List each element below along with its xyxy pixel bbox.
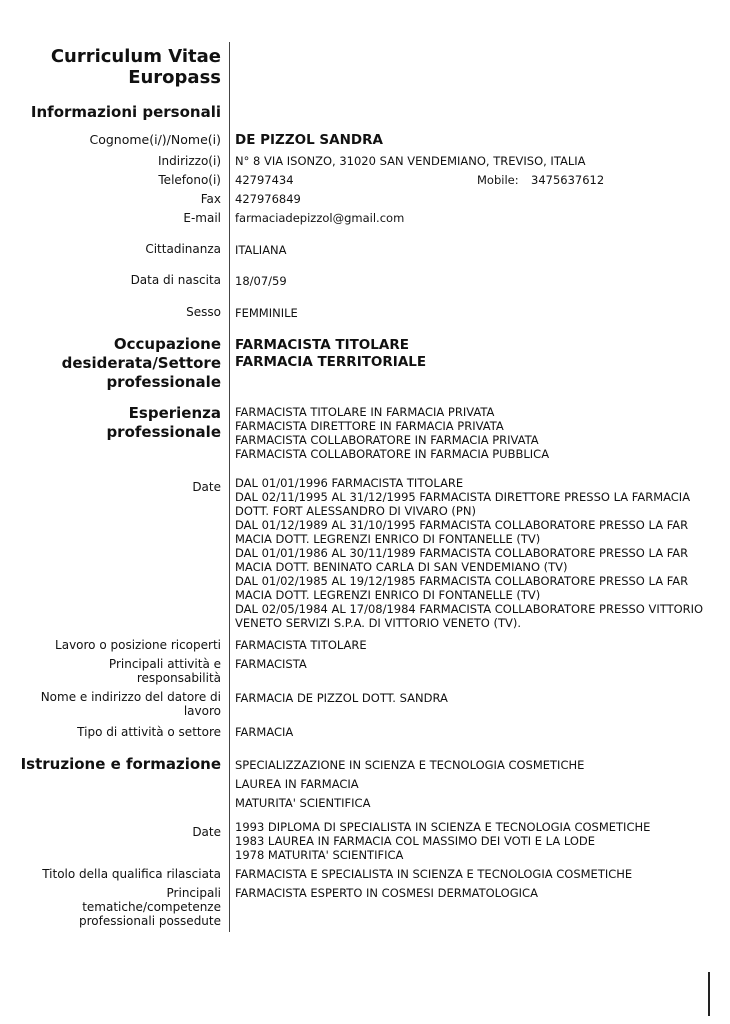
education-date-label: Date (192, 825, 221, 839)
education-date-line: 1978 MATURITA' SCIENTIFICA (235, 848, 404, 862)
experience-date-line: DOTT. FORT ALESSANDRO DI VIVARO (PN) (235, 504, 476, 518)
sex-value: FEMMINILE (235, 306, 298, 320)
skills-label (79, 886, 221, 928)
experience-date-line: VENETO SERVIZI S.P.A. DI VITTORIO VENETO (TV). (235, 616, 521, 630)
education-list (235, 756, 584, 813)
duties-value: FARMACISTA (235, 657, 307, 671)
experience-date-line: DAL 02/11/1995 AL 31/12/1995 FARMACISTA DIRETTORE PRESSO LA FARMACIA (235, 490, 691, 504)
education-item: MATURITA' SCIENTIFICA (235, 796, 371, 810)
mobile-value: 3475637612 (531, 173, 605, 187)
sector-value: FARMACIA (235, 725, 294, 739)
experience-summary-line: FARMACISTA COLLABORATORE IN FARMACIA PRIVATA (235, 433, 539, 447)
name-value: DE PIZZOL SANDRA (235, 132, 383, 148)
address-value: N° 8 VIA ISONZO, 31020 SAN VENDEMIANO, TREVISO, ITALIA (235, 154, 586, 168)
title-line-1: Curriculum Vitae (50, 46, 221, 67)
experience-date-line: MACIA DOTT. BENINATO CARLA DI SAN VENDEMIANO (TV) (235, 560, 568, 574)
sector-label: Tipo di attività o settore (77, 725, 221, 739)
qualification-value: FARMACISTA E SPECIALISTA IN SCIENZA E TECNOLOGIA COSMETICHE (235, 867, 633, 881)
education-item: LAUREA IN FARMACIA (235, 777, 359, 791)
occupation-value-line-2: FARMACIA TERRITORIALE (235, 354, 427, 370)
education-date-list (235, 820, 650, 862)
experience-date-line: MACIA DOTT. LEGRENZI ENRICO DI FONTANELLE (TV) (235, 532, 541, 546)
experience-date-list (235, 476, 703, 630)
experience-heading-line-1: Esperienza (128, 404, 221, 422)
email-value: farmaciadepizzol@gmail.com (235, 211, 405, 225)
employer-label-line-2: lavoro (183, 704, 221, 718)
occupation-heading-line-1: Occupazione (113, 335, 221, 353)
occupation-value-line-1: FARMACISTA TITOLARE (235, 337, 409, 353)
duties-label (109, 657, 221, 685)
job-label: Lavoro o posizione ricoperti (55, 638, 221, 652)
fax-value: 427976849 (235, 192, 301, 206)
occupation-value (235, 337, 426, 371)
experience-date-line: DAL 02/05/1984 AL 17/08/1984 FARMACISTA COLLABORATORE PRESSO VITTORIO (235, 602, 704, 616)
sex-label: Sesso (186, 305, 221, 319)
experience-summary (235, 405, 549, 461)
email-label: E-mail (183, 211, 221, 225)
citizenship-label: Cittadinanza (145, 242, 221, 256)
experience-date-line: DAL 01/02/1985 AL 19/12/1985 FARMACISTA COLLABORATORE PRESSO LA FAR (235, 574, 689, 588)
experience-summary-line: FARMACISTA COLLABORATORE IN FARMACIA PUBBLICA (235, 447, 550, 461)
title-line-2: Europass (128, 67, 221, 88)
fax-label: Fax (200, 192, 221, 206)
column-divider (229, 42, 230, 932)
skills-label-line-3: professionali possedute (78, 914, 221, 928)
experience-heading-line-2: professionale (106, 423, 221, 441)
document-title (51, 46, 221, 88)
address-label: Indirizzo(i) (158, 154, 221, 168)
job-value: FARMACISTA TITOLARE (235, 638, 367, 652)
phone-label: Telefono(i) (158, 173, 221, 187)
birth-value: 18/07/59 (235, 274, 287, 288)
name-label: Cognome(i/)/Nome(i) (89, 132, 221, 147)
employer-value: FARMACIA DE PIZZOL DOTT. SANDRA (235, 691, 448, 705)
duties-label-line-2: responsabilità (136, 671, 221, 685)
mobile-label: Mobile: (477, 173, 519, 187)
birth-label: Data di nascita (130, 273, 221, 287)
education-date-line: 1993 DIPLOMA DI SPECIALISTA IN SCIENZA E TECNOLOGIA COSMETICHE (235, 820, 651, 834)
experience-date-line: DAL 01/01/1996 FARMACISTA TITOLARE (235, 476, 464, 490)
employer-label-line-1: Nome e indirizzo del datore di (40, 690, 221, 704)
education-heading: Istruzione e formazione (20, 755, 221, 773)
experience-date-label: Date (192, 480, 221, 494)
employer-label (41, 690, 221, 718)
phone-value: 42797434 (235, 173, 294, 187)
skills-value: FARMACISTA ESPERTO IN COSMESI DERMATOLOGICA (235, 886, 538, 900)
qualification-label: Titolo della qualifica rilasciata (42, 867, 221, 881)
experience-date-line: DAL 01/12/1989 AL 31/10/1995 FARMACISTA COLLABORATORE PRESSO LA FAR (235, 518, 689, 532)
experience-date-line: MACIA DOTT. LEGRENZI ENRICO DI FONTANELLE (TV) (235, 588, 541, 602)
occupation-heading-line-3: professionale (106, 373, 221, 391)
experience-summary-line: FARMACISTA TITOLARE IN FARMACIA PRIVATA (235, 405, 495, 419)
personal-info-heading: Informazioni personali (30, 103, 221, 121)
education-date-line: 1983 LAUREA IN FARMACIA COL MASSIMO DEI VOTI E LA LODE (235, 834, 596, 848)
experience-summary-line: FARMACISTA DIRETTORE IN FARMACIA PRIVATA (235, 419, 504, 433)
experience-heading (106, 404, 221, 442)
scan-edge-mark (708, 972, 710, 1016)
citizenship-value: ITALIANA (235, 243, 287, 257)
skills-label-line-1: Principali (166, 886, 221, 900)
skills-label-line-2: tematiche/competenze (82, 900, 221, 914)
duties-label-line-1: Principali attività e (108, 657, 221, 671)
occupation-heading (62, 335, 221, 392)
education-item: SPECIALIZZAZIONE IN SCIENZA E TECNOLOGIA COSMETICHE (235, 758, 585, 772)
occupation-heading-line-2: desiderata/Settore (61, 354, 221, 372)
experience-date-line: DAL 01/01/1986 AL 30/11/1989 FARMACISTA COLLABORATORE PRESSO LA FAR (235, 546, 689, 560)
